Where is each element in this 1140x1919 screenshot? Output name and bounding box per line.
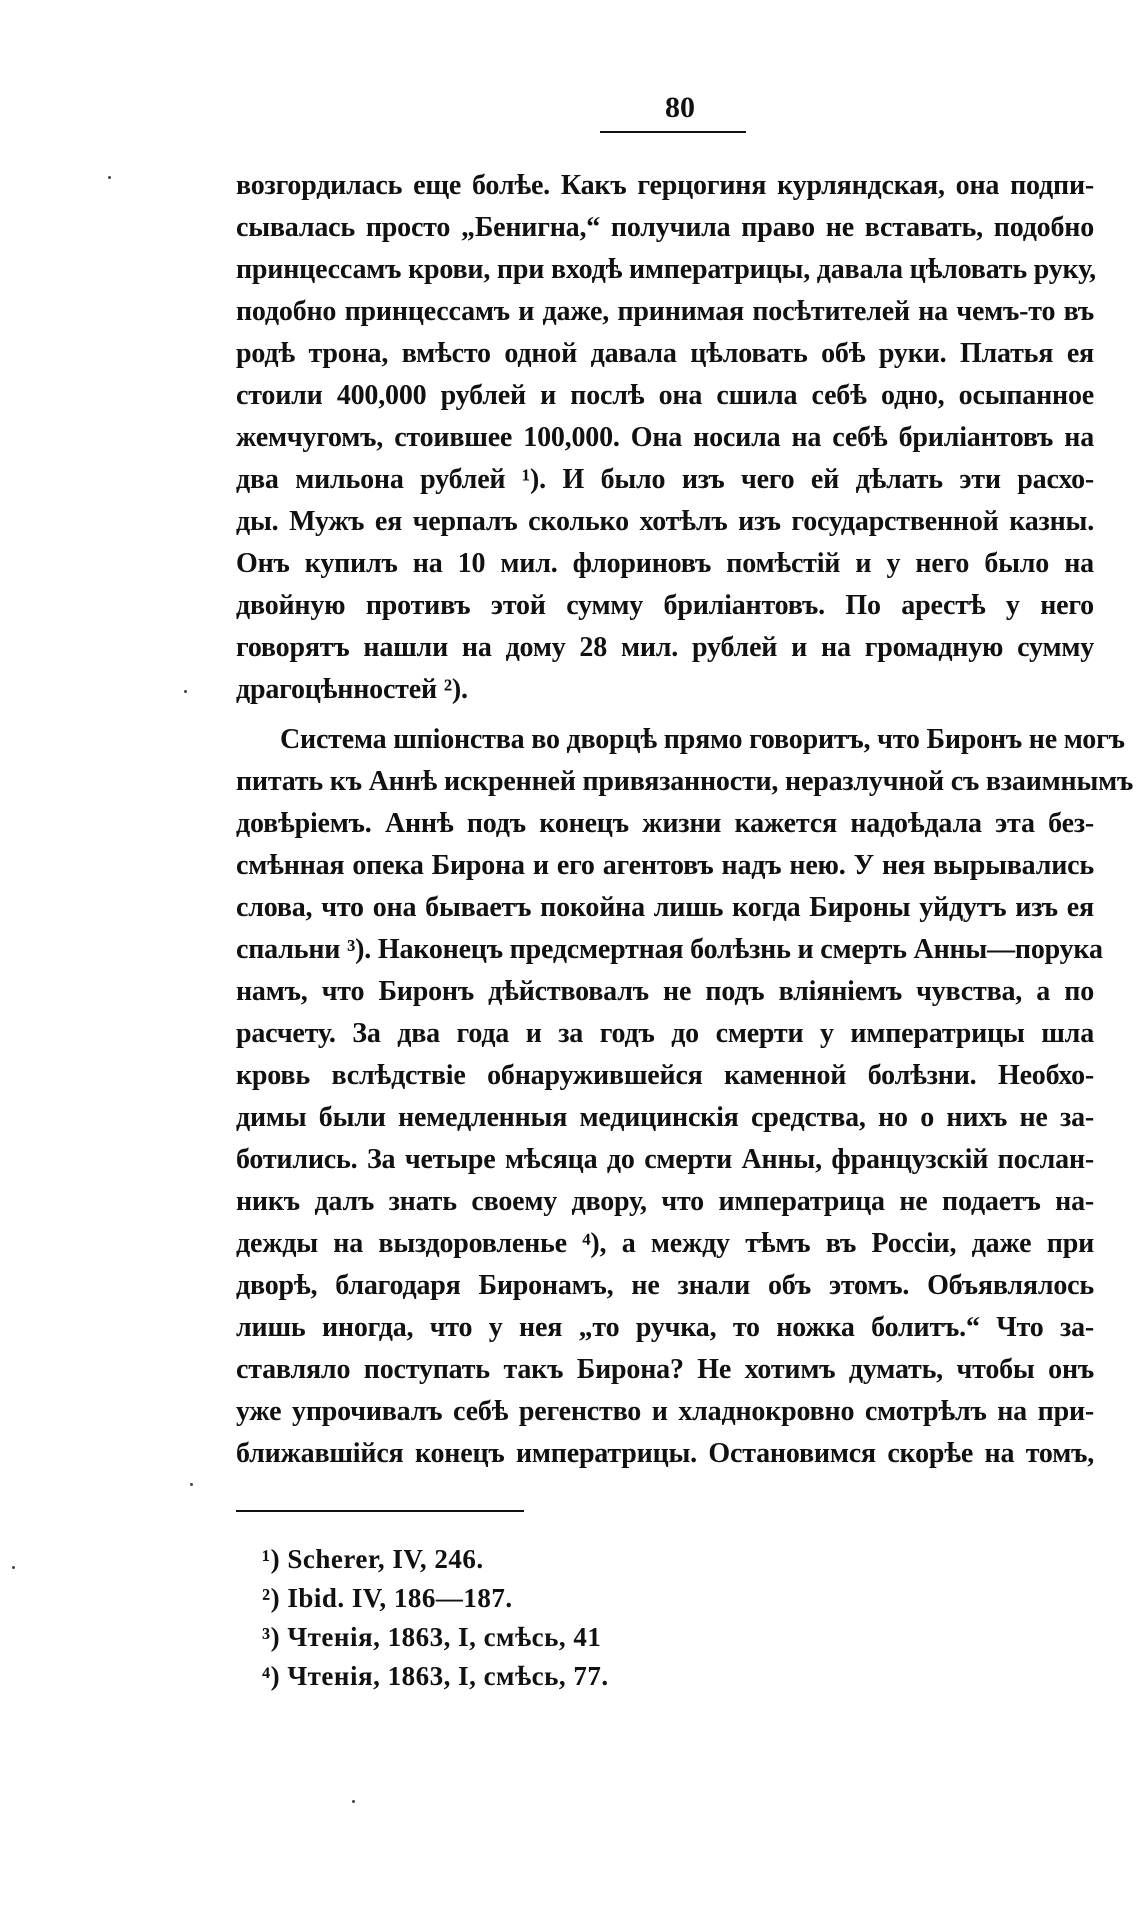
scan-speck: [108, 176, 111, 179]
text-line: ботились. За четыре мѣсяца до смерти Анны, французскій послан-: [236, 1144, 1094, 1175]
scan-speck: [184, 690, 187, 693]
scan-speck: [352, 1800, 355, 1803]
text-line: подобно принцессамъ и даже, принимая посѣтителей на чемъ-то въ: [236, 296, 1094, 327]
text-line: димы были немедленныя медицинскія средства, но о нихъ не за-: [236, 1102, 1094, 1133]
text-line: стоили 400,000 рублей и послѣ она сшила себѣ одно, осыпанное: [236, 380, 1094, 411]
text-line: питать къ Аннѣ искренней привязанности, неразлучной съ взаимнымъ: [236, 766, 1134, 797]
text-line: жемчугомъ, стоившее 100,000. Она носила на себѣ бриліантовъ на: [236, 422, 1094, 453]
text-line: дворѣ, благодаря Биронамъ, не знали объ этомъ. Объявлялось: [236, 1270, 1094, 1301]
text-line: родѣ трона, вмѣсто одной давала цѣловать обѣ руки. Платья ея: [236, 338, 1094, 369]
text-line: довѣріемъ. Аннѣ подъ конецъ жизни кажется надоѣдала эта без-: [236, 808, 1094, 839]
text-line: лишь иногда, что у нея „то ручка, то ножка болитъ.“ Что за-: [236, 1312, 1094, 1343]
page-number: 80: [665, 91, 695, 124]
footnote: ²) Ibid. IV, 186—187.: [262, 1583, 513, 1613]
paragraph-gap: [236, 711, 1094, 719]
scan-speck: [190, 1483, 193, 1486]
footnote: ¹) Scherer, IV, 246.: [262, 1544, 484, 1574]
text-line: спальни ³). Наконецъ предсмертная болѣзнь и смерть Анны—порука: [236, 934, 1103, 965]
text-line: Система шпіонства во дворцѣ прямо говоритъ, что Биронъ не могъ: [280, 724, 1125, 755]
text-line: Онъ купилъ на 10 мил. флориновъ помѣстій и у него было на: [236, 548, 1094, 579]
text-line: смѣнная опека Бирона и его агентовъ надъ нею. У нея вырывались: [236, 850, 1094, 881]
text-line: намъ, что Биронъ дѣйствовалъ не подъ вліяніемъ чувства, а по: [236, 976, 1094, 1007]
text-line: дежды на выздоровленье ⁴), а между тѣмъ въ Россіи, даже при: [236, 1228, 1094, 1259]
text-line: слова, что она бываетъ покойна лишь когда Бироны уйдутъ изъ ея: [236, 892, 1094, 923]
page-number-rule: [600, 131, 746, 133]
footnote-rule: [236, 1510, 524, 1512]
footnote: ³) Чтенія, 1863, I, смѣсь, 41: [262, 1622, 602, 1652]
text-line: расчету. За два года и за годъ до смерти у императрицы шла: [236, 1018, 1094, 1049]
scan-speck: [12, 1566, 15, 1569]
text-line: никъ далъ знать своему двору, что императрица не подаетъ на-: [236, 1186, 1094, 1217]
text-line: драгоцѣнностей ²).: [236, 674, 468, 705]
text-line: ды. Мужъ ея черпалъ сколько хотѣлъ изъ государственной казны.: [236, 506, 1094, 537]
text-line: сывалась просто „Бенигна,“ получила право не вставать, подобно: [236, 212, 1094, 243]
text-line: ставляло поступать такъ Бирона? Не хотимъ думать, чтобы онъ: [236, 1354, 1094, 1385]
text-line: говорятъ нашли на дому 28 мил. рублей и на громадную сумму: [236, 632, 1094, 663]
text-line: принцессамъ крови, при входѣ императрицы, давала цѣловать руку,: [236, 254, 1096, 285]
text-line: возгордилась еще болѣе. Какъ герцогиня курляндская, она подпи-: [236, 170, 1094, 201]
body-text: [236, 165, 1134, 1475]
text-line: кровь вслѣдствіе обнаружившейся каменной болѣзни. Необхо-: [236, 1060, 1094, 1091]
footnotes: [262, 1540, 762, 1696]
footnote: ⁴) Чтенія, 1863, I, смѣсь, 77.: [262, 1661, 609, 1691]
text-line: двойную противъ этой сумму бриліантовъ. По арестѣ у него: [236, 590, 1094, 621]
text-line: уже упрочивалъ себѣ регенство и хладнокровно смотрѣлъ на при-: [236, 1396, 1094, 1427]
text-line: два мильона рублей ¹). И было изъ чего ей дѣлать эти расхо-: [236, 464, 1094, 495]
text-line: ближавшійся конецъ императрицы. Остановимся скорѣе на томъ,: [236, 1438, 1094, 1469]
